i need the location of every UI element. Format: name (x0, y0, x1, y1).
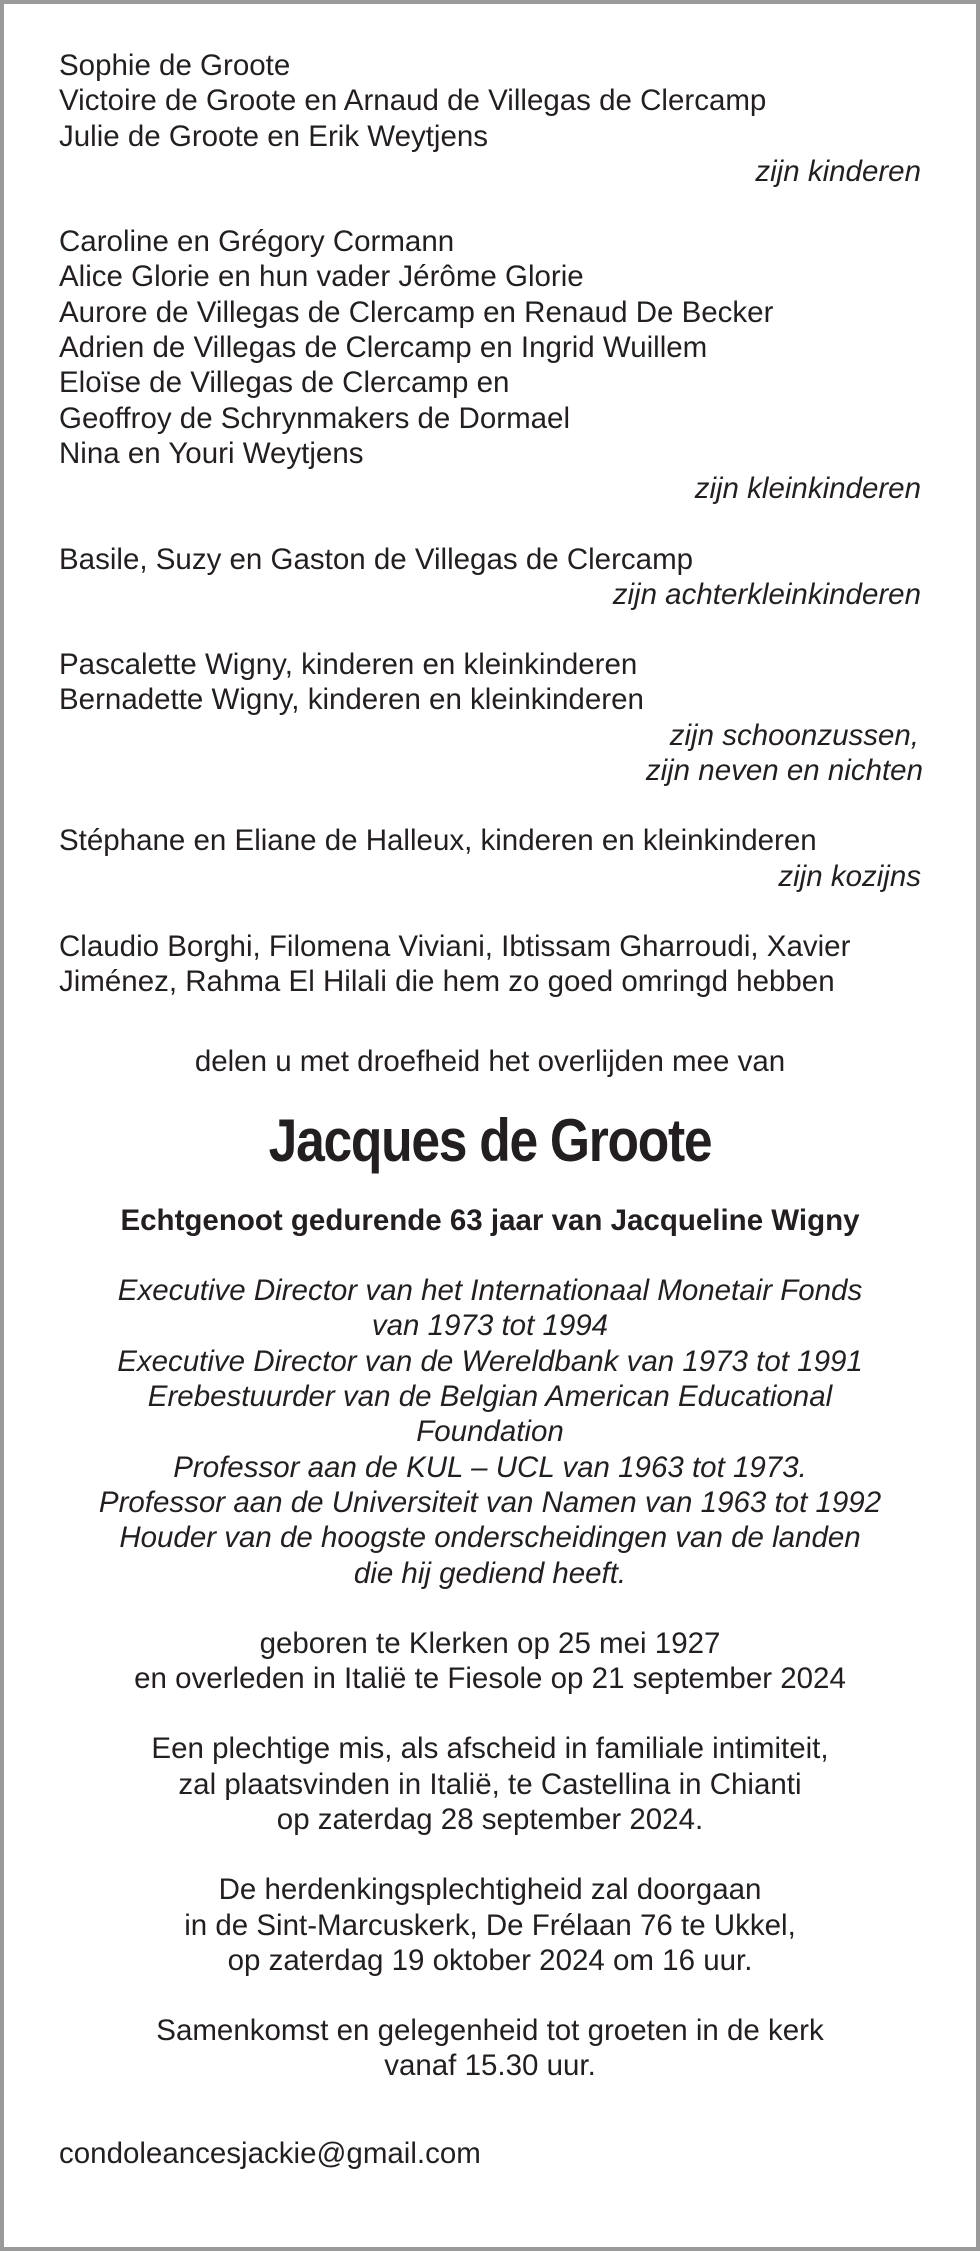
birth-line: geboren te Klerken op 25 mei 1927 (259, 1626, 721, 1660)
relation-label: zijn achterkleinkinderen (612, 577, 921, 611)
spouse-line: Echtgenoot gedurende 63 jaar van Jacqueline Wigny (120, 1203, 860, 1237)
announcement-text: delen u met droefheid het overlijden mee van (194, 1044, 786, 1078)
career-line: Executive Director van de Wereldbank van 1973 tot 1991 (117, 1344, 863, 1378)
relation-label: zijn kozijns (778, 859, 921, 893)
memorial-line: op zaterdag 19 oktober 2024 om 16 uur. (227, 1943, 753, 1977)
condolence-email: condoleancesjackie@gmail.com (59, 2136, 481, 2170)
family-name-line: Alice Glorie en hun vader Jérôme Glorie (59, 260, 584, 294)
family-group-sisters-in-law (59, 647, 921, 788)
family-name-line: Nina en Youri Weytjens (59, 436, 364, 470)
family-group-caregivers (59, 929, 921, 1000)
gathering-line: vanaf 15.30 uur. (384, 2049, 596, 2083)
career-line: Professor aan de Universiteit van Namen van 1963 tot 1992 (98, 1485, 882, 1519)
family-name-line: Adrien de Villegas de Clercamp en Ingrid Wuillem (59, 331, 708, 365)
memorial-line: in de Sint-Marcuskerk, De Frélaan 76 te Ukkel, (184, 1908, 796, 1942)
mass-block (59, 1731, 921, 1837)
career-line: die hij gediend heeft. (353, 1556, 627, 1590)
relation-label: zijn kinderen (755, 154, 921, 188)
career-line: Erebestuurder van de Belgian American Educational (147, 1380, 833, 1414)
family-group-great-grandchildren (59, 542, 921, 613)
death-line: en overleden in Italië te Fiesole op 21 september 2024 (134, 1662, 846, 1696)
family-name-line: Claudio Borghi, Filomena Viviani, Ibtissam Gharroudi, Xavier (59, 929, 851, 963)
gathering-block (59, 2013, 921, 2084)
memorial-block (59, 1872, 921, 1978)
family-name-line: Aurore de Villegas de Clercamp en Renaud De Becker (59, 295, 774, 329)
career-line: Foundation (416, 1415, 564, 1449)
family-name-line: Victoire de Groote en Arnaud de Villegas de Clercamp (59, 84, 767, 118)
birth-death-block (59, 1626, 921, 1697)
career-line: Houder van de hoogste onderscheidingen van de landen (119, 1521, 861, 1555)
relation-label: zijn neven en nichten (645, 754, 923, 788)
family-name-line: Pascalette Wigny, kinderen en kleinkinderen (59, 648, 638, 682)
deceased-name: Jacques de Groote (268, 1106, 712, 1174)
death-notice (59, 48, 921, 2171)
career-line: Executive Director van het Internationaal Monetair Fonds (117, 1274, 863, 1308)
family-name-line: Eloïse de Villegas de Clercamp en (59, 366, 510, 400)
family-group-cousins (59, 823, 921, 894)
career-line: Professor aan de KUL – UCL van 1963 tot 1973. (173, 1450, 807, 1484)
family-group-children (59, 48, 921, 189)
gathering-line: Samenkomst en gelegenheid tot groeten in de kerk (156, 2014, 824, 2048)
mass-line: op zaterdag 28 september 2024. (276, 1802, 704, 1836)
family-name-line: Geoffroy de Schrynmakers de Dormael (59, 401, 571, 435)
family-name-line: Stéphane en Eliane de Halleux, kinderen en kleinkinderen (59, 824, 817, 858)
family-name-line: Caroline en Grégory Cormann (59, 225, 455, 259)
family-name-line: Bernadette Wigny, kinderen en kleinkinderen (59, 683, 644, 717)
career-line: van 1973 tot 1994 (371, 1309, 609, 1343)
memorial-line: De herdenkingsplechtigheid zal doorgaan (218, 1873, 762, 1907)
family-name-line: Julie de Groote en Erik Weytjens (59, 119, 489, 153)
family-group-grandchildren (59, 224, 921, 506)
mass-line: Een plechtige mis, als afscheid in familiale intimiteit, (151, 1732, 829, 1766)
mass-line: zal plaatsvinden in Italië, te Castellina in Chianti (178, 1767, 802, 1801)
family-name-line: Sophie de Groote (59, 49, 291, 82)
relation-label: zijn kleinkinderen (694, 472, 921, 506)
family-name-line: Jiménez, Rahma El Hilali die hem zo goed omringd hebben (59, 965, 835, 999)
family-name-line: Basile, Suzy en Gaston de Villegas de Clercamp (59, 542, 694, 576)
relation-label: zijn schoonzussen, (669, 718, 919, 752)
career-block (59, 1273, 921, 1591)
